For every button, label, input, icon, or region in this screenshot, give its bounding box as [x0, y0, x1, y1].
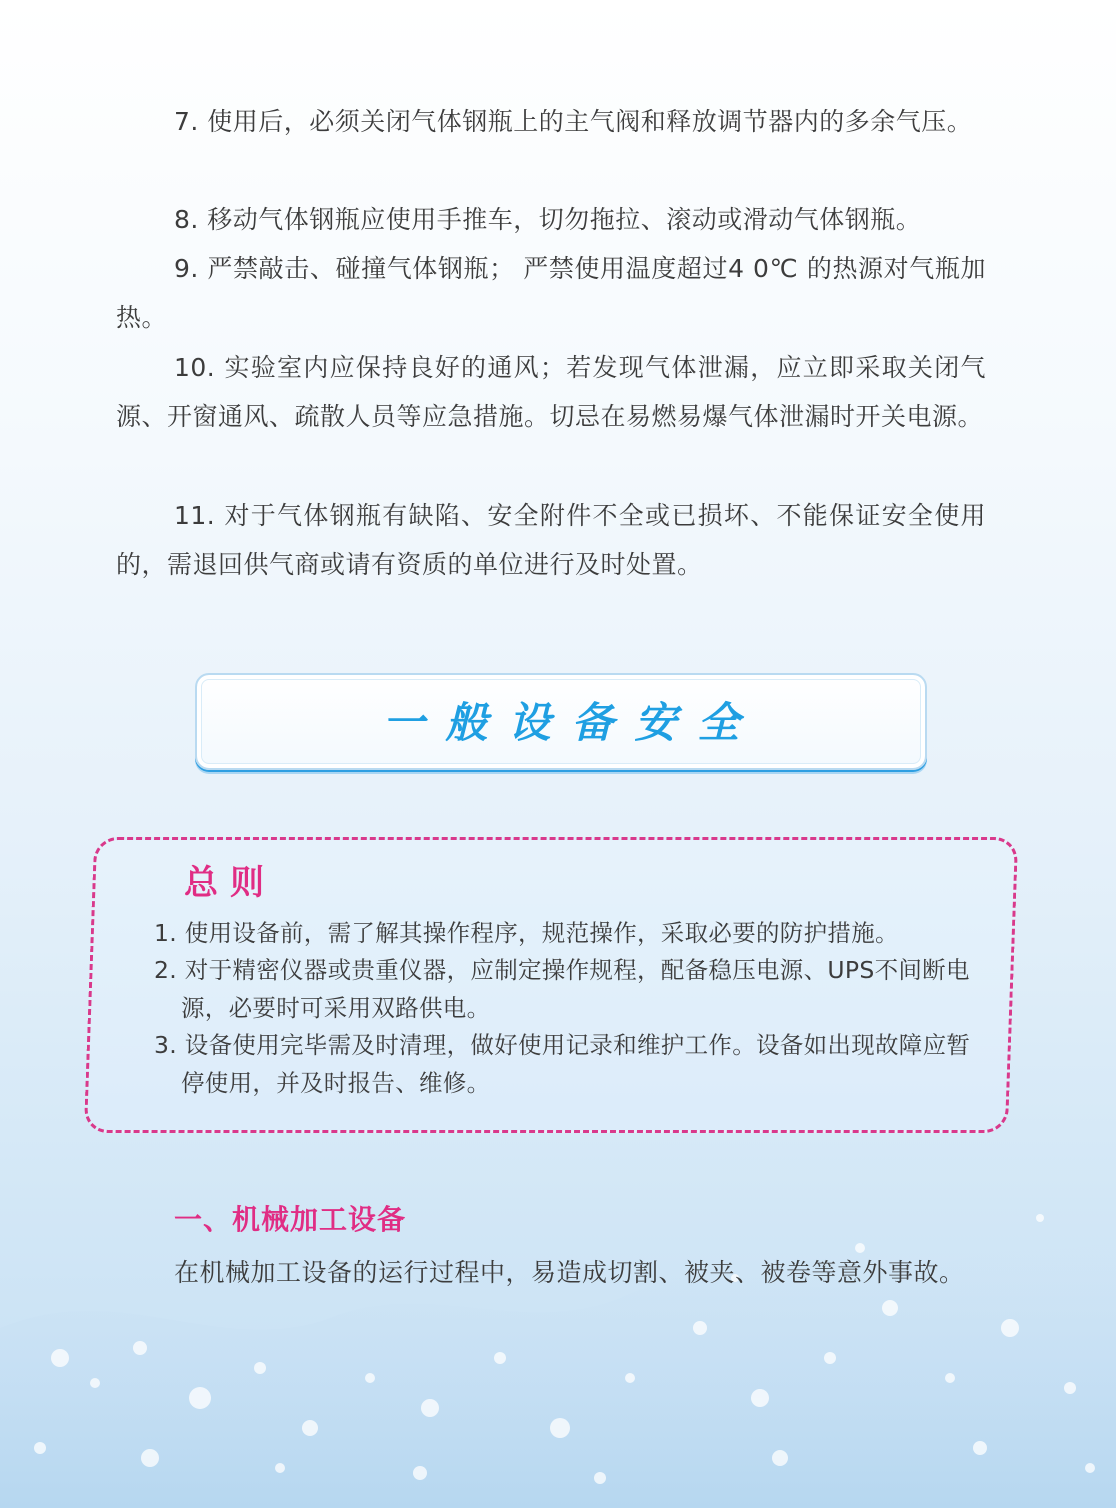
section-title-banner: [195, 673, 927, 770]
general-rules-content: [118, 837, 978, 1127]
general-rules-heading: 总则: [184, 863, 276, 903]
section-title: 一般设备安全: [382, 697, 761, 747]
paragraph-10: 10. 实验室内应保持良好的通风；若发现气体泄漏，应立即采取关闭气源、开窗通风、疏散人员等应急措施。切忌在易燃易爆气体泄漏时开关电源。: [116, 353, 986, 431]
rule-item-2: 2. 对于精密仪器或贵重仪器，应制定操作规程，配备稳压电源、UPS不间断电源，必要时可采用双路供电。: [154, 956, 970, 1022]
paragraph-7: 7. 使用后，必须关闭气体钢瓶上的主气阀和释放调节器内的多余气压。: [174, 107, 973, 136]
rule-item-3: 3. 设备使用完毕需及时清理，做好使用记录和维护工作。设备如出现故障应暂停使用，并及时报告、维修。: [154, 1031, 971, 1097]
subsection-heading: 一、机械加工设备: [174, 1203, 407, 1236]
paragraph-8: 8. 移动气体钢瓶应使用手推车，切勿拖拉、滚动或滑动气体钢瓶。: [174, 205, 922, 234]
paragraph-9: 9. 严禁敲击、碰撞气体钢瓶； 严禁使用温度超过4 0℃ 的热源对气瓶加热。: [116, 254, 986, 332]
paragraph-11: 11. 对于气体钢瓶有缺陷、安全附件不全或已损坏、不能保证安全使用的，需退回供气商或请有资质的单位进行及时处置。: [116, 501, 986, 579]
subsection-body: 在机械加工设备的运行过程中，易造成切割、被夹、被卷等意外事故。: [174, 1258, 965, 1287]
background-splash-decoration: [0, 1128, 1116, 1508]
rule-item-1: 1. 使用设备前，需了解其操作程序，规范操作，采取必要的防护措施。: [154, 919, 899, 947]
